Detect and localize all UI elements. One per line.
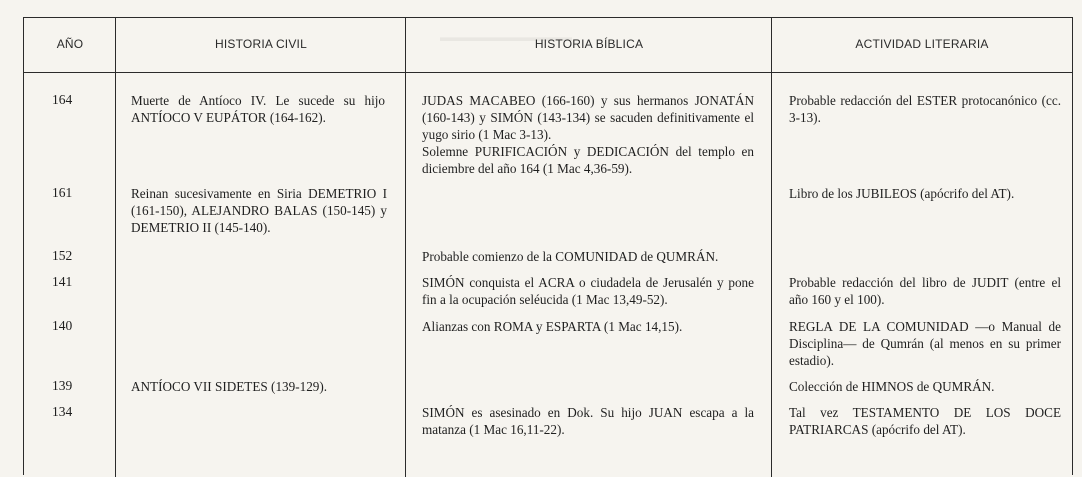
column-divider [405,17,406,477]
literary-activity-cell: Tal vez TESTAMENTO DE LOS DOCE PATRIARCAS (apócrifo del AT). [789,405,1061,437]
column-divider [771,17,772,477]
header-divider [23,72,1073,73]
header-literary-activity: ACTIVIDAD LITERARIA [855,37,989,51]
literary-activity-cell: Probable redacción del ESTER protocanónico (cc. 3-13). [789,93,1061,125]
biblical-history-cell: Probable comienzo de la COMUNIDAD de QUMRÁN. [422,249,719,264]
biblical-history-cell: JUDAS MACABEO (166-160) y sus hermanos JONATÁN (160-143) y SIMÓN (143-134) se sacuden definitivamente el yugo sirio (1 Mac 3-13). [422,93,754,142]
biblical-history-cell: SIMÓN es asesinado en Dok. Su hijo JUAN escapa a la matanza (1 Mac 16,11-22). [422,405,754,437]
literary-activity-cell: Libro de los JUBILEOS (apócrifo del AT). [789,186,1015,201]
literary-activity-cell: Probable redacción del libro de JUDIT (entre el año 160 y el 100). [789,275,1061,307]
year-cell: 141 [52,274,73,289]
literary-activity-cell: REGLA DE LA COMUNIDAD —o Manual de Disciplina— de Qumrán (al menos en su primer estadio). [789,319,1061,368]
biblical-history-cell: Alianzas con ROMA y ESPARTA (1 Mac 14,15). [422,319,683,334]
year-cell: 140 [52,318,73,333]
year-cell: 161 [52,185,73,200]
header-year: AÑO [56,37,84,51]
civil-history-cell: ANTÍOCO VII SIDETES (139-129). [131,379,328,394]
civil-history-cell: Muerte de Antíoco IV. Le sucede su hijo ANTÍOCO V EUPÁTOR (164-162). [131,93,385,125]
year-cell: 134 [52,404,73,419]
literary-activity-cell: Colección de HIMNOS de QUMRÁN. [789,379,995,394]
biblical-history-cell-extra: Solemne PURIFICACIÓN y DEDICACIÓN del templo en diciembre del año 164 (1 Mac 4,36-59). [422,144,754,176]
header-civil-history: HISTORIA CIVIL [215,37,307,51]
column-divider [115,17,116,477]
year-cell: 139 [52,378,73,393]
header-biblical-history: HISTORIA BÍBLICA [534,37,644,51]
biblical-history-cell: SIMÓN conquista el ACRA o ciudadela de Jerusalén y pone fin a la ocupación seléucida (1 Mac 13,49-52). [422,275,754,307]
year-cell: 164 [52,92,73,107]
year-cell: 152 [52,248,73,263]
civil-history-cell: Reinan sucesivamente en Siria DEMETRIO I (161-150), ALEJANDRO BALAS (150-145) y DEMETRIO II (145-140). [131,186,387,235]
bleed-through: ▬▬▬▬▬▬▬▬▬▬▬ [440,30,572,44]
